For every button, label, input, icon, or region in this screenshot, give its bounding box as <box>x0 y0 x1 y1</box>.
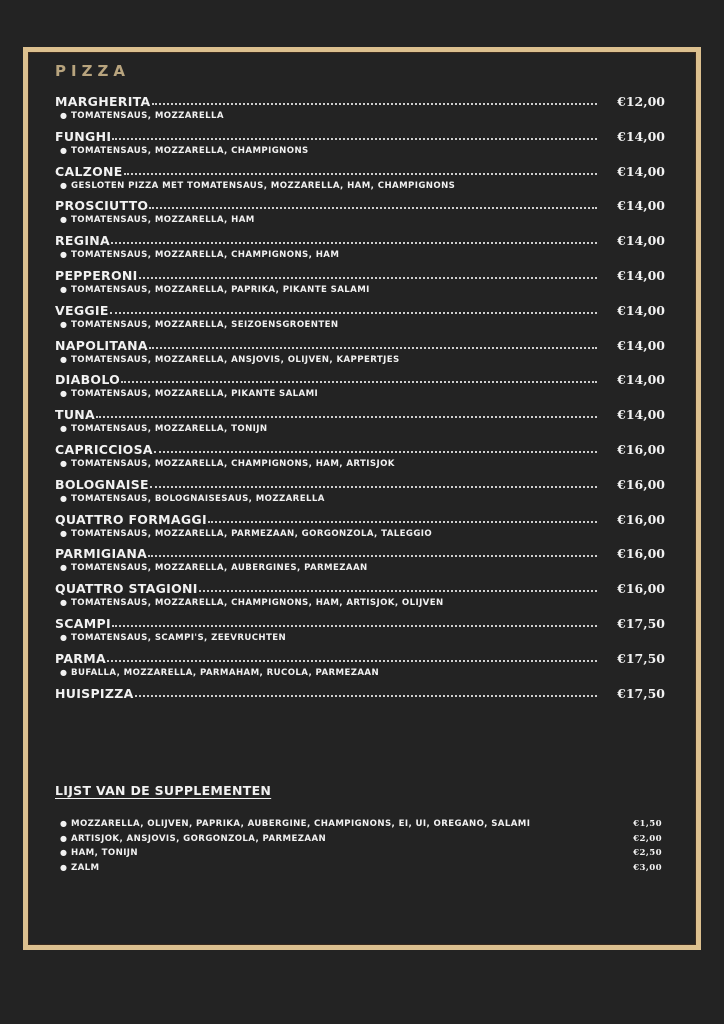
supplement-row <box>60 819 662 834</box>
section-title: PIZZA <box>55 62 130 80</box>
item-name: REGINA <box>55 233 111 249</box>
ingredients-text: TOMATENSAUS, MOZZARELLA, CHAMPIGNONS, HAM <box>71 250 340 261</box>
dot-leader <box>121 381 597 383</box>
item-price: €14,00 <box>617 267 665 283</box>
ingredients-text: TOMATENSAUS, MOZZARELLA <box>71 111 224 121</box>
item-name: BOLOGNAISE <box>55 476 149 492</box>
item-ingredients <box>55 355 665 365</box>
menu-item-header <box>55 161 665 179</box>
item-name: SCAMPI <box>55 615 111 631</box>
bullet-icon: ● <box>60 563 68 573</box>
item-ingredients <box>55 563 665 573</box>
dot-leader <box>124 173 597 175</box>
ingredients-text: TOMATENSAUS, SCAMPI'S, ZEEVRUCHTEN <box>71 632 287 643</box>
menu-item <box>55 439 665 474</box>
item-price: €17,50 <box>617 650 665 666</box>
ingredients-text: TOMATENSAUS, MOZZARELLA, CHAMPIGNONS <box>71 145 309 156</box>
menu-item <box>55 91 665 126</box>
item-ingredients <box>55 494 665 504</box>
item-name: QUATTRO FORMAGGI <box>55 511 207 527</box>
ingredients-text: TOMATENSAUS, MOZZARELLA, PIKANTE SALAMI <box>71 389 319 400</box>
ingredients-text: TOMATENSAUS, MOZZARELLA, CHAMPIGNONS, HAM, ARTISJOK, OLIJVEN <box>71 598 444 609</box>
dot-leader <box>112 138 597 140</box>
bullet-icon: ● <box>60 215 68 225</box>
ingredients-text: TOMATENSAUS, MOZZARELLA, AUBERGINES, PARMEZAAN <box>71 563 368 574</box>
menu-item-header <box>55 543 665 561</box>
ingredients-text: TOMATENSAUS, MOZZARELLA, TONIJN <box>71 424 268 435</box>
menu-item <box>55 613 665 648</box>
menu-item-header <box>55 335 665 353</box>
supplement-row <box>60 848 662 863</box>
bullet-icon: ● <box>60 528 68 538</box>
item-price: €16,00 <box>617 476 665 492</box>
item-price: €14,00 <box>617 407 665 423</box>
supplement-label: ARTISJOK, ANSJOVIS, GORGONZOLA, PARMEZAAN <box>71 833 327 844</box>
item-name: CALZONE <box>55 163 123 179</box>
menu-item <box>55 230 665 265</box>
ingredients-text: BUFALLA, MOZZARELLA, PARMAHAM, RUCOLA, PARMEZAAN <box>71 667 380 678</box>
bullet-icon: ● <box>60 493 68 503</box>
menu-item <box>55 300 665 335</box>
item-name: QUATTRO STAGIONI <box>55 581 198 597</box>
ingredients-text: TOMATENSAUS, MOZZARELLA, HAM <box>71 215 255 226</box>
menu-item-header <box>55 648 665 666</box>
item-price: €16,00 <box>617 511 665 527</box>
supplement-label: ZALM <box>71 862 100 873</box>
bullet-icon: ● <box>60 848 68 857</box>
item-ingredients <box>55 146 665 156</box>
item-name: TUNA <box>55 407 96 423</box>
menu-item-header <box>55 91 665 109</box>
supplements-title: LIJST VAN DE SUPPLEMENTEN <box>55 783 272 798</box>
bullet-icon: ● <box>60 284 68 294</box>
item-ingredients <box>55 111 665 121</box>
menu-item <box>55 683 665 718</box>
item-name: NAPOLITANA <box>55 337 148 353</box>
menu-item-header <box>55 300 665 318</box>
item-price: €17,50 <box>617 685 665 701</box>
bullet-icon: ● <box>60 250 68 260</box>
bullet-icon: ● <box>60 667 68 677</box>
ingredients-text: TOMATENSAUS, MOZZARELLA, PAPRIKA, PIKANTE SALAMI <box>71 284 370 295</box>
dot-leader <box>148 555 597 557</box>
bullet-icon: ● <box>60 424 68 434</box>
menu-item <box>55 474 665 509</box>
bullet-icon: ● <box>60 632 68 642</box>
menu-item <box>55 335 665 370</box>
supplement-row <box>60 863 662 878</box>
dot-leader <box>96 416 597 418</box>
item-name: FUNGHI <box>55 128 112 144</box>
item-name: HUISPIZZA <box>55 685 134 701</box>
bullet-icon: ● <box>60 111 68 120</box>
item-ingredients <box>55 529 665 539</box>
menu-item-header <box>55 369 665 387</box>
supplement-label: HAM, TONIJN <box>71 848 138 858</box>
supplement-label: MOZZARELLA, OLIJVEN, PAPRIKA, AUBERGINE, CHAMPIGNONS, EI, UI, OREGANO, SALAMI <box>71 819 531 829</box>
item-ingredients <box>55 389 665 399</box>
ingredients-text: TOMATENSAUS, MOZZARELLA, PARMEZAAN, GORGONZOLA, TALEGGIO <box>71 528 433 539</box>
menu-item-header <box>55 126 665 144</box>
item-name: MARGHERITA <box>55 94 151 109</box>
bullet-icon: ● <box>60 389 68 399</box>
ingredients-text: TOMATENSAUS, MOZZARELLA, ANSJOVIS, OLIJVEN, KAPPERTJES <box>71 354 400 365</box>
menu-item <box>55 404 665 439</box>
dot-leader <box>199 590 597 592</box>
item-name: PEPPERONI <box>55 267 138 283</box>
dot-leader <box>139 277 597 279</box>
dot-leader <box>135 695 597 697</box>
dot-leader <box>152 103 597 105</box>
menu-item-header <box>55 230 665 248</box>
menu-item-header <box>55 613 665 631</box>
menu-item-header <box>55 474 665 492</box>
dot-leader <box>111 242 597 244</box>
item-price: €17,50 <box>617 615 665 631</box>
menu-item-header <box>55 683 665 701</box>
menu-item <box>55 126 665 161</box>
menu-item-header <box>55 404 665 422</box>
bullet-icon: ● <box>60 180 68 190</box>
item-price: €16,00 <box>617 441 665 457</box>
dot-leader <box>149 207 597 209</box>
supplement-price: €1,50 <box>633 819 662 829</box>
item-name: PARMIGIANA <box>55 546 148 562</box>
menu-item <box>55 161 665 196</box>
menu-item-header <box>55 265 665 283</box>
item-ingredients <box>55 250 665 260</box>
menu-item <box>55 265 665 300</box>
item-ingredients <box>55 215 665 225</box>
bullet-icon: ● <box>60 458 68 468</box>
item-price: €14,00 <box>617 128 665 144</box>
item-ingredients <box>55 633 665 643</box>
item-name: VEGGIE <box>55 302 109 318</box>
menu-item <box>55 369 665 404</box>
item-price: €14,00 <box>617 198 665 214</box>
item-price: €14,00 <box>617 163 665 179</box>
pizza-menu <box>55 91 665 717</box>
item-name: PROSCIUTTO <box>55 198 149 214</box>
item-price: €16,00 <box>617 581 665 597</box>
item-price: €14,00 <box>617 337 665 353</box>
dot-leader <box>208 521 597 523</box>
item-ingredients <box>55 285 665 295</box>
menu-item-header <box>55 439 665 457</box>
bullet-icon: ● <box>60 354 68 364</box>
menu-item-header <box>55 509 665 527</box>
item-ingredients <box>55 424 665 434</box>
bullet-icon: ● <box>60 598 68 608</box>
bullet-icon: ● <box>60 319 68 329</box>
dot-leader <box>110 312 597 314</box>
menu-item <box>55 543 665 578</box>
menu-item <box>55 509 665 544</box>
item-ingredients <box>55 181 665 191</box>
supplement-price: €3,00 <box>633 862 662 873</box>
bullet-icon: ● <box>60 862 68 872</box>
ingredients-text: TOMATENSAUS, BOLOGNAISESAUS, MOZZARELLA <box>71 493 325 504</box>
item-price: €14,00 <box>617 372 665 388</box>
dot-leader <box>150 486 597 488</box>
menu-item <box>55 648 665 683</box>
menu-item <box>55 578 665 613</box>
bullet-icon: ● <box>60 819 68 828</box>
menu-item <box>55 195 665 230</box>
item-name: PARMA <box>55 650 106 666</box>
item-price: €16,00 <box>617 546 665 562</box>
item-name: DIABOLO <box>55 372 121 388</box>
dot-leader <box>107 660 597 662</box>
ingredients-text: TOMATENSAUS, MOZZARELLA, CHAMPIGNONS, HAM, ARTISJOK <box>71 458 395 469</box>
ingredients-text: GESLOTEN PIZZA MET TOMATENSAUS, MOZZARELLA, HAM, CHAMPIGNONS <box>71 180 456 191</box>
item-name: CAPRICCIOSA <box>55 441 153 457</box>
item-ingredients <box>55 459 665 469</box>
dot-leader <box>112 625 597 627</box>
item-ingredients <box>55 668 665 678</box>
bullet-icon: ● <box>60 833 68 843</box>
item-price: €12,00 <box>617 94 665 109</box>
supplements-list <box>60 819 662 877</box>
item-price: €14,00 <box>617 302 665 318</box>
menu-item-header <box>55 195 665 213</box>
item-ingredients <box>55 320 665 330</box>
bullet-icon: ● <box>60 145 68 155</box>
menu-item-header <box>55 578 665 596</box>
supplement-price: €2,00 <box>633 833 662 844</box>
supplement-price: €2,50 <box>633 848 662 858</box>
item-price: €14,00 <box>617 233 665 249</box>
ingredients-text: TOMATENSAUS, MOZZARELLA, SEIZOENSGROENTEN <box>71 319 339 330</box>
item-ingredients <box>55 598 665 608</box>
supplement-row <box>60 834 662 849</box>
dot-leader <box>154 451 597 453</box>
dot-leader <box>149 347 597 349</box>
